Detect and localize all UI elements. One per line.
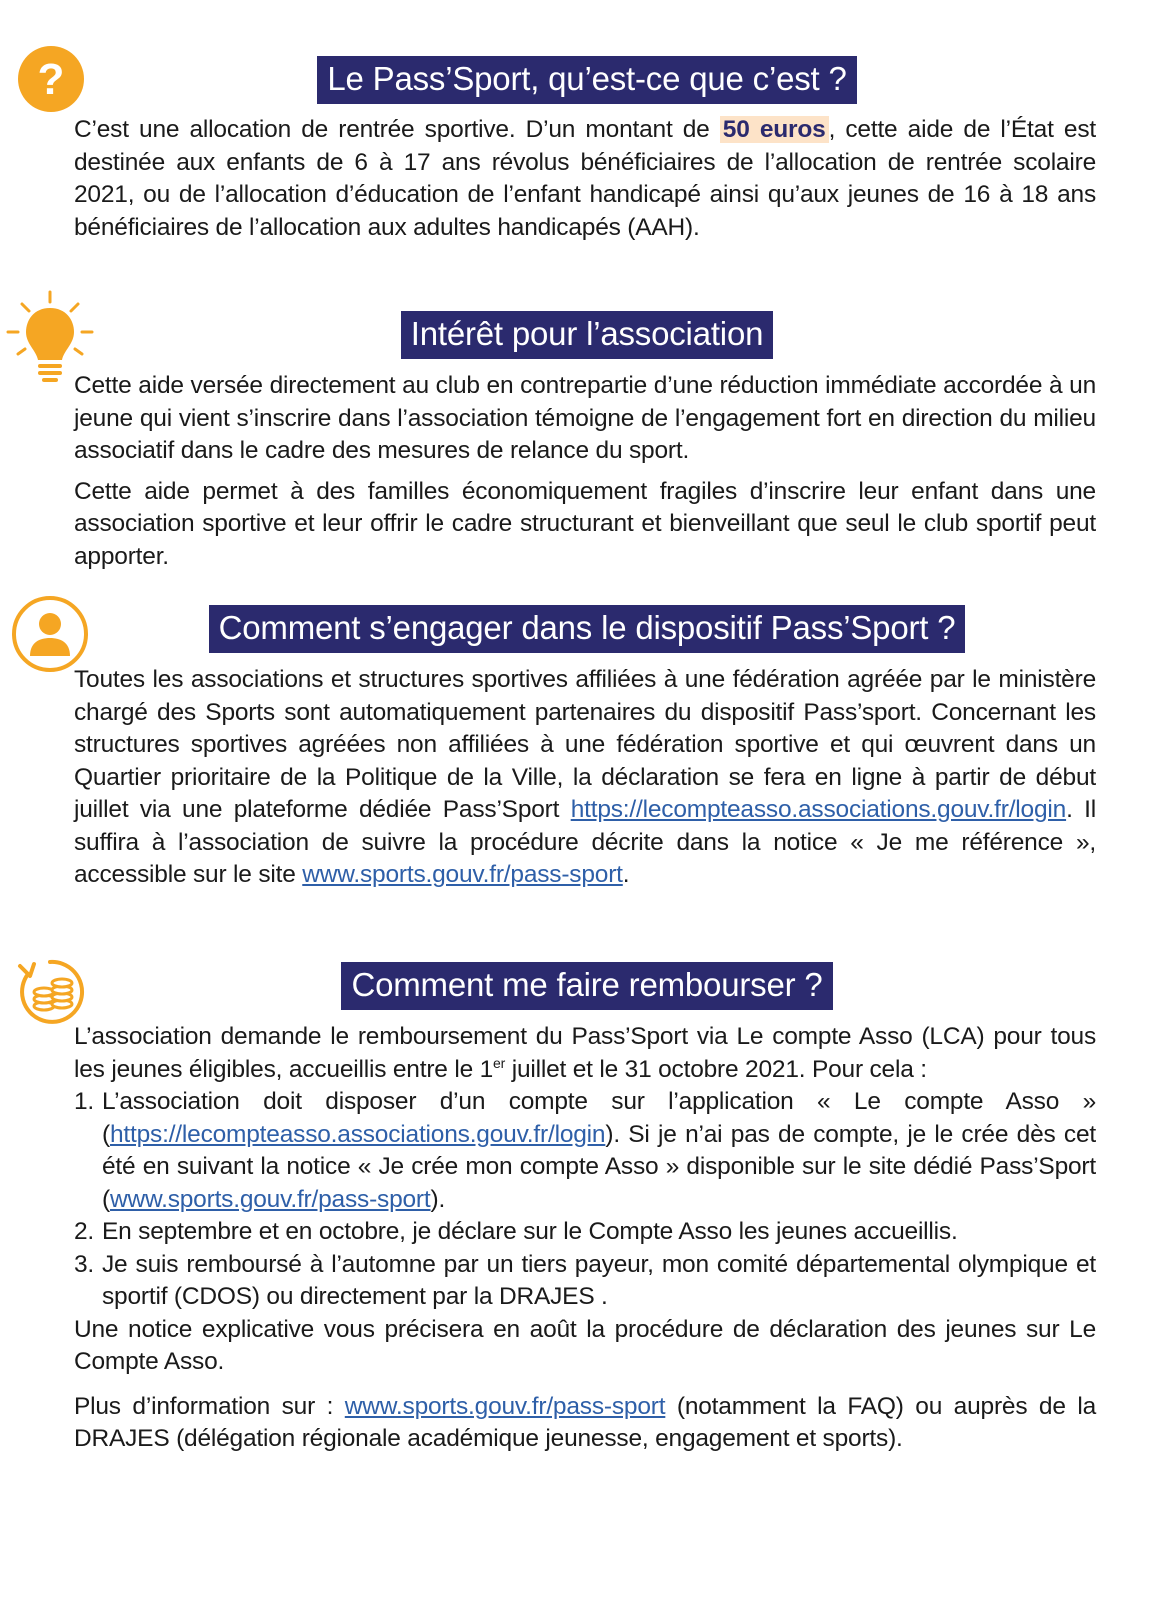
- pass-sport-site-link[interactable]: www.sports.gouv.fr/pass-sport: [302, 861, 623, 888]
- list-item: 3. Je suis remboursé à l’automne par un tiers payeur, mon comité départemental olympique et sportif (CDOS) ou directement par la DRAJES .: [74, 1250, 1096, 1310]
- section-body-what-is: C’est une allocation de rentrée sportive. D’un montant de 50 euros , cette aide de l’État est destinée aux enfants de 6 à 17 ans révolus bénéficiaires de l’allocation de rentrée scolaire 2021, ou de l’allocation d’éducation de l’enfant handicapé ainsi qu’aux jeunes de 16 à 18 ans bénéficiaires de l’allocation aux adultes handicapés (AAH).: [74, 116, 1096, 241]
- lecompteasso-link[interactable]: https://lecompteasso.associations.gouv.fr/login: [570, 796, 1067, 823]
- svg-text:?: ?: [37, 55, 65, 104]
- section-title-what-is: Le Pass’Sport, qu’est-ce que c’est ?: [317, 56, 856, 104]
- pass-sport-site-link[interactable]: www.sports.gouv.fr/pass-sport: [344, 1392, 666, 1420]
- amount-highlight: 50 euros: [720, 116, 829, 143]
- section-title-refund: Comment me faire rembourser ?: [341, 962, 832, 1010]
- pass-sport-site-link[interactable]: www.sports.gouv.fr/pass-sport: [109, 1185, 431, 1213]
- lecompteasso-link[interactable]: https://lecompteasso.associations.gouv.fr/login: [109, 1120, 606, 1148]
- list-item: 2. En septembre et en octobre, je déclare sur le Compte Asso les jeunes accueillis.: [74, 1218, 958, 1245]
- section-title-interest: Intérêt pour l’association: [401, 311, 774, 359]
- section-body-engage: Toutes les associations et structures sportives affiliées à une fédération agréée par le ministère chargé des Sports sont automatiquement partenaires du dispositif Pass’sport. Concernant les structures sportives agréées non affiliées à une fédération sportive et qui œuvrent dans un Quartier prioritaire de la Politique de la Ville, la déclaration se fera en ligne à partir de début juillet via une plateforme dédiée Pass’Sport https://lecompteasso.associations.gouv.fr/login. Il suffira à l’association de suivre la procédure décrite dans la notice « Je me référence », accessible sur le site www.sports.gouv.fr/pass-sport.: [74, 666, 1096, 888]
- section-body-refund: L’association demande le remboursement du Pass’Sport via Le compte Asso (LCA) pour tous les jeunes éligibles, accueillis entre le 1er juillet et le 31 octobre 2021. Pour cela : 1. L’association doit disposer d’un compte sur l’application « Le compte Asso » (https://lecompteasso.associations.gouv.fr/login). Si je n’ai pas de compte, je le crée dès cet été en suivant la notice « Je crée mon compte Asso » disponible sur le site dédié Pass’Sport (www.sports.gouv.fr/pass-sport). 2. En septembre et en octobre, je déclare sur le Compte Asso les jeunes accueillis. 3. Je suis remboursé à l’automne par un tiers payeur, mon comité départemental olympique et sportif (CDOS) ou directement par la DRAJES . Une notice explicative vous précisera en août la procédure de déclaration des jeunes sur Le Compte Asso. Plus d’information sur : www.sports.gouv.fr/pass-sport (notamment la FAQ) ou auprès de la DRAJES (délégation régionale académique jeunesse, engagement et sports).: [74, 1023, 1097, 1452]
- section-body-interest: Cette aide versée directement au club en contrepartie d’une réduction immédiate accordée à un jeune qui vient s’inscrire dans l’association témoigne de l’engagement fort en direction du milieu associatif dans le cadre des mesures de relance du sport. Cette aide permet à des familles économiquement fragiles d’inscrire leur enfant dans une association sportive et leur offrir le cadre structurant et bienveillant que seul le club sportif peut apporter.: [74, 372, 1096, 570]
- list-item: 1. L’association doit disposer d’un compte sur l’application « Le compte Asso » (https://lecompteasso.associations.gouv.fr/login). Si je n’ai pas de compte, je le crée dès cet été en suivant la notice « Je crée mon compte Asso » disponible sur le site dédié Pass’Sport (www.sports.gouv.fr/pass-sport).: [74, 1088, 1096, 1213]
- section-title-engage: Comment s’engager dans le dispositif Pass’Sport ?: [209, 605, 966, 653]
